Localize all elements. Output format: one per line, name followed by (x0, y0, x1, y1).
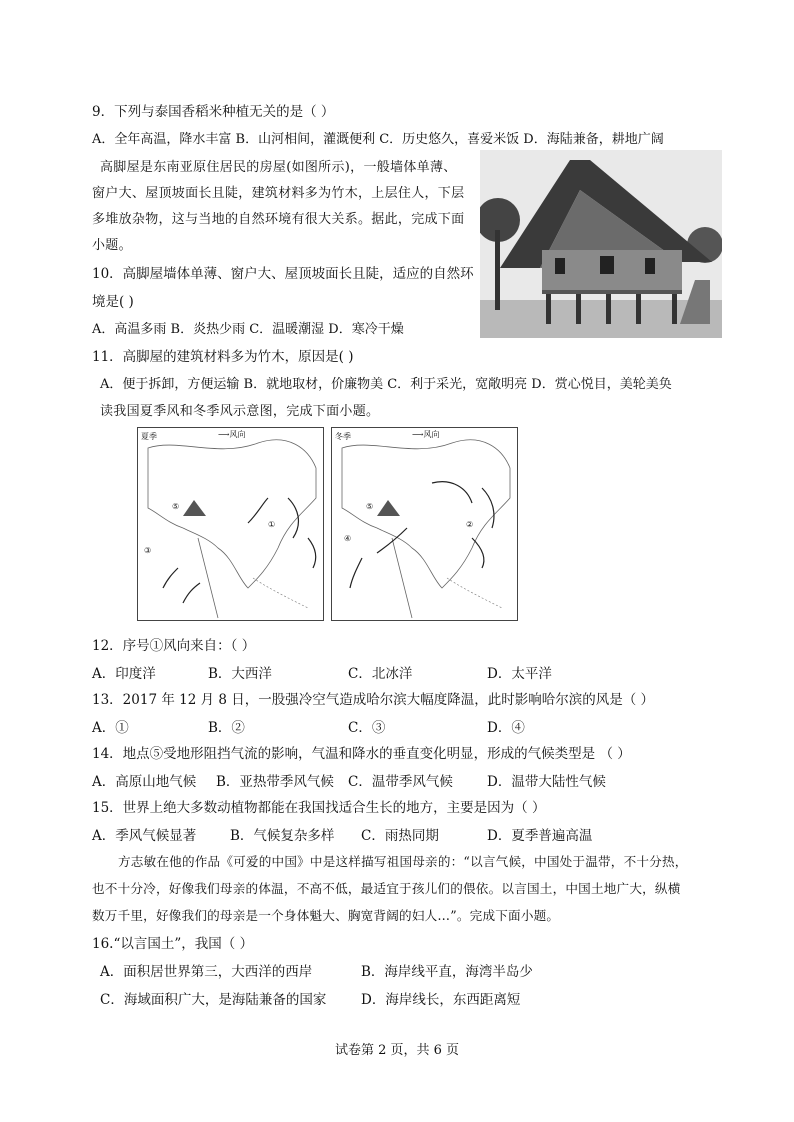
q15-stem: 15．世界上绝大多数动植物都能在我国找适合生长的地方，主要是因为（ ） (92, 800, 546, 816)
summer-map-season: 夏季 (141, 432, 157, 441)
q15-option-c: C．雨热同期 (361, 828, 439, 844)
intro3-line1: 方志敏在他的作品《可爱的中国》中是这样描写祖国母亲的：“以言气候，中国处于温带，不十分热， (118, 854, 688, 869)
q16-stem: 16.“以言国土”，我国（ ） (92, 936, 254, 952)
q14-option-d: D．温带大陆性气候 (487, 774, 606, 790)
q13-option-d: D．④ (487, 720, 525, 736)
summer-marker-3: ③ (144, 546, 152, 555)
legend-arrow-icon: ⟶ (218, 430, 230, 439)
intro3-line2: 也不十分冷，好像我们母亲的体温，不高不低，最适宜于孩儿们的偎依。以言国土，中国土地广大，纵横 (92, 881, 681, 896)
q10-stem-line2: 境是( ) (92, 294, 134, 310)
q9-stem: 9．下列与泰国香稻米种植无关的是（ ） (92, 104, 335, 120)
q12-option-b: B．大西洋 (208, 666, 272, 682)
summer-monsoon-map (137, 427, 324, 621)
winter-map-legend: ⟶风向 (412, 430, 440, 439)
q13-option-c: C．③ (348, 720, 386, 736)
q12-option-d: D．太平洋 (487, 666, 552, 682)
intro1-line3: 多堆放杂物，这与当地的自然环境有很大关系。据此，完成下面 (92, 212, 465, 227)
q11-options: A．便于拆卸，方便运输 B．就地取材，价廉物美 C．利于采光，宽敞明亮 D．赏心悦目，美轮美奂 (100, 377, 672, 392)
summer-map-legend: ⟶风向 (218, 430, 246, 439)
q12-option-c: C．北冰洋 (348, 666, 413, 682)
q10-options: A．高温多雨 B．炎热少雨 C．温暖潮湿 D．寒冷干燥 (92, 322, 404, 337)
q13-option-b: B．② (208, 720, 245, 736)
q16-option-c: C．海域面积广大，是海陆兼备的国家 (100, 992, 327, 1008)
q15-option-d: D．夏季普遍高温 (487, 828, 593, 844)
intro1-line1: 高脚屋是东南亚原住居民的房屋(如图所示)，一般墙体单薄、 (100, 160, 457, 175)
q12-option-a: A．印度洋 (92, 666, 156, 682)
intro2: 读我国夏季风和冬季风示意图，完成下面小题。 (100, 404, 380, 419)
page-footer: 试卷第 2 页，共 6 页 (334, 1043, 460, 1058)
winter-marker-5: ⑤ (366, 502, 374, 511)
q12-stem: 12．序号①风向来自：（ ） (92, 638, 256, 654)
q14-stem: 14．地点⑤受地形阻挡气流的影响，气温和降水的垂直变化明显，形成的气候类型是 （ ） (92, 746, 631, 762)
q16-option-b: B．海岸线平直，海湾半岛少 (361, 964, 533, 980)
q16-option-d: D．海岸线长，东西距离短 (361, 992, 521, 1008)
summer-marker-1: ① (268, 520, 276, 529)
stilt-house-photo (480, 150, 722, 338)
intro3-line3: 数万千里，好像我们的母亲是一个身体魁大、胸宽背阔的妇人…”。完成下面小题。 (92, 908, 560, 923)
q10-stem-line1: 10．高脚屋墙体单薄、窗户大、屋顶坡面长且陡，适应的自然环 (92, 266, 474, 282)
q11-stem: 11．高脚屋的建筑材料多为竹木，原因是( ) (92, 349, 354, 365)
q14-option-c: C．温带季风气候 (348, 774, 453, 790)
winter-marker-4: ④ (344, 534, 352, 543)
summer-marker-5: ⑤ (172, 502, 180, 511)
q13-stem: 13．2017 年 12 月 8 日，一股强冷空气造成哈尔滨大幅度降温，此时影响哈尔滨的风是（ ） (92, 692, 655, 708)
winter-monsoon-map (331, 427, 518, 621)
q9-options: A．全年高温，降水丰富 B．山河相间，灌溉便利 C．历史悠久，喜爱米饭 D．海陆兼备，耕地广阔 (92, 132, 664, 147)
winter-marker-2: ② (466, 520, 474, 529)
q13-option-a: A．① (92, 720, 129, 736)
q16-option-a: A．面积居世界第三，大西洋的西岸 (100, 964, 313, 980)
q15-option-a: A．季风气候显著 (92, 828, 197, 844)
intro1-line2: 窗户大、屋顶坡面长且陡，建筑材料多为竹木，上层住人，下层 (92, 186, 465, 201)
intro1-line4: 小题。 (92, 238, 132, 253)
legend-arrow-icon: ⟶ (412, 430, 424, 439)
q14-option-b: B．亚热带季风气候 (216, 774, 334, 790)
q15-option-b: B．气候复杂多样 (230, 828, 335, 844)
q14-option-a: A．高原山地气候 (92, 774, 197, 790)
winter-map-season: 冬季 (335, 432, 351, 441)
